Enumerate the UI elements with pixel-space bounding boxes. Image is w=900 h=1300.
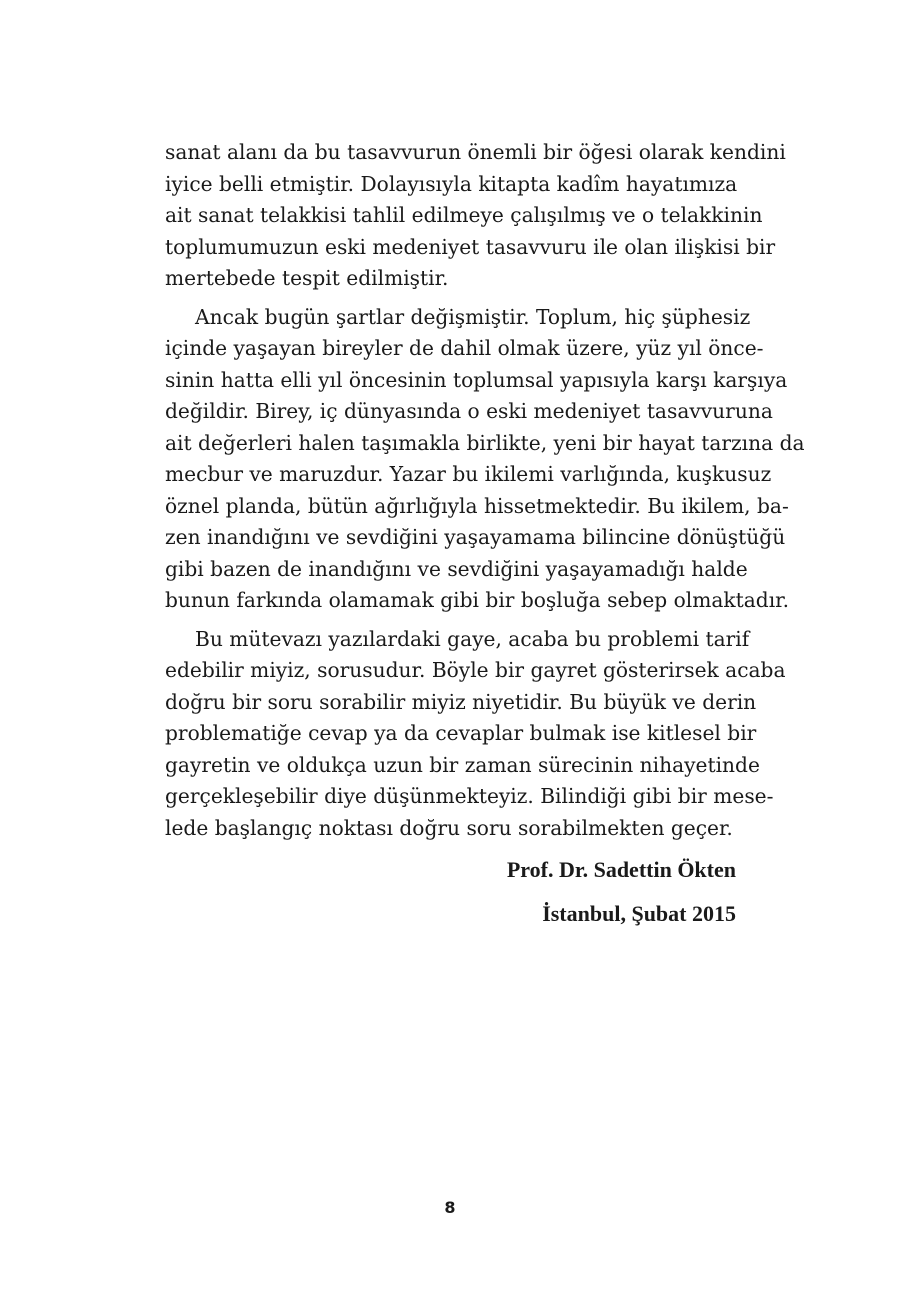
text-line: doğru bir soru sorabilir miyiz niyetidir. Bu büyük ve derin xyxy=(165,689,757,714)
text-line: edebilir miyiz, sorusudur. Böyle bir gayret gösterirsek acaba xyxy=(165,658,786,682)
text-line: Bu mütevazı yazılardaki gaye, acaba bu problemi tarif xyxy=(195,626,750,651)
text-line: içinde yaşayan bireyler de dahil olmak üzere, yüz yıl önce- xyxy=(165,336,764,360)
text-line: lede başlangıç noktası doğru soru sorabilmekten geçer. xyxy=(165,815,733,840)
place-date: İstanbul, Şubat 2015 xyxy=(542,901,736,926)
text-line: zen inandığını ve sevdiğini yaşayamama bilincine dönüştüğü xyxy=(165,525,786,549)
text-line: gibi bazen de inandığını ve sevdiğini yaşayamadığı halde xyxy=(165,556,748,581)
text-line: mertebede tespit edilmiştir. xyxy=(165,266,449,290)
author-name: Prof. Dr. Sadettin Ökten xyxy=(506,857,736,882)
paragraph-1 xyxy=(165,137,786,295)
text-line: ait değerleri halen taşımakla birlikte, yeni bir hayat tarzına da xyxy=(165,430,805,455)
text-line: iyice belli etmiştir. Dolayısıyla kitapta kadîm hayatımıza xyxy=(165,171,738,196)
signature-block xyxy=(507,848,736,936)
text-line: Ancak bugün şartlar değişmiştir. Toplum, hiç şüphesiz xyxy=(195,304,751,329)
text-line: öznel planda, bütün ağırlığıyla hissetmektedir. Bu ikilem, ba- xyxy=(165,493,789,518)
text-line: ait sanat telakkisi tahlil edilmeye çalışılmış ve o telakkinin xyxy=(165,203,763,227)
paragraph-2 xyxy=(165,302,805,617)
text-line: gayretin ve oldukça uzun bir zaman sürecinin nihayetinde xyxy=(165,752,760,777)
text-line: toplumumuzun eski medeniyet tasavvuru ile olan ilişkisi bir xyxy=(165,234,776,259)
text-line: sanat alanı da bu tasavvurun önemli bir öğesi olarak kendini xyxy=(165,140,786,164)
body-text xyxy=(165,137,805,851)
page-number: 8 xyxy=(444,1198,456,1217)
text-line: gerçekleşebilir diye düşünmekteyiz. Bilindiği gibi bir mese- xyxy=(165,784,774,808)
text-line: sinin hatta elli yıl öncesinin toplumsal yapısıyla karşı karşıya xyxy=(165,367,788,392)
text-line: mecbur ve maruzdur. Yazar bu ikilemi varlığında, kuşkusuz xyxy=(165,462,772,486)
paragraph-3 xyxy=(165,624,786,845)
text-line: değildir. Birey, iç dünyasında o eski medeniyet tasavvuruna xyxy=(165,399,773,423)
text-line: bunun farkında olamamak gibi bir boşluğa sebep olmaktadır. xyxy=(165,588,790,612)
text-line: problematiğe cevap ya da cevaplar bulmak ise kitlesel bir xyxy=(165,721,757,745)
